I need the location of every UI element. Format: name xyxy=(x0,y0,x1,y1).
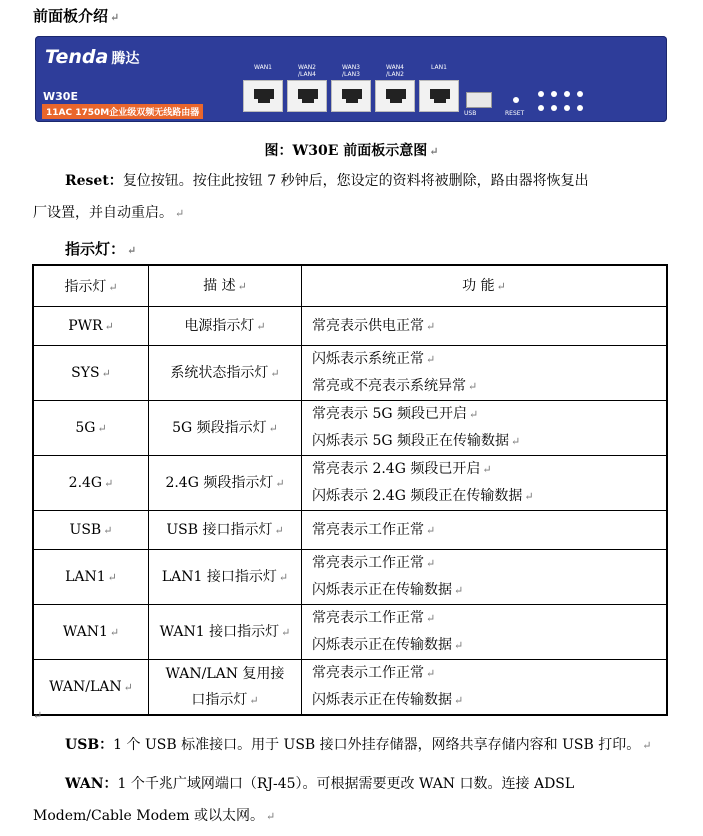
led-icon xyxy=(577,105,583,111)
paragraph-mark: ↵ xyxy=(33,709,43,722)
led-name: SYS ↵ xyxy=(33,346,149,401)
led-desc: WAN/LAN 复用接口指示灯 ↵ xyxy=(149,660,302,716)
table-row xyxy=(33,605,667,660)
port-label: WAN1 xyxy=(253,64,272,71)
reset-button-icon xyxy=(513,97,519,103)
front-panel-image xyxy=(35,36,667,122)
led-func: 常亮表示工作正常 ↵ 闪烁表示正在传输数据 ↵ xyxy=(302,660,668,716)
table-header-cell: 功 能 ↵ xyxy=(302,265,668,307)
led-name: 5G ↵ xyxy=(33,401,149,456)
led-icon xyxy=(538,105,544,111)
table-header-row xyxy=(33,265,667,307)
led-icon xyxy=(538,91,544,97)
led-icon xyxy=(551,105,557,111)
port-wan2-lan4 xyxy=(287,64,327,112)
reset-description: Reset：复位按钮。按住此按钮 7 秒钟后，您设定的资料将被删除，路由器将恢复出 厂设置，并自动重启。 ↵ xyxy=(33,173,589,221)
port-wan1 xyxy=(243,64,283,112)
led-func: 常亮表示工作正常 ↵ 闪烁表示正在传输数据 ↵ xyxy=(302,550,668,605)
led-name: WAN1 ↵ xyxy=(33,605,149,660)
port-wan3-lan3 xyxy=(331,64,371,112)
port-label: WAN4 /LAN2 xyxy=(385,64,404,78)
indicator-heading: 指示灯： ↵ xyxy=(65,240,137,258)
figure-caption: 图：W30E 前面板示意图 ↵ xyxy=(264,143,439,159)
led-desc: LAN1 接口指示灯 ↵ xyxy=(149,550,302,605)
led-desc: 系统状态指示灯 ↵ xyxy=(149,346,302,401)
wan-description: WAN：1 个千兆广域网端口（RJ-45）。可根据需要更改 WAN 口数。连接 ADSL Modem/Cable Modem 或以太网。 ↵ xyxy=(33,776,575,824)
port-label: WAN2 /LAN4 xyxy=(297,64,316,78)
table-header-cell: 指示灯 ↵ xyxy=(33,265,149,307)
led-desc: 2.4G 频段指示灯 ↵ xyxy=(149,456,302,511)
ethernet-port-icon xyxy=(243,80,283,112)
brand-logo: Tenda 腾达 xyxy=(45,46,140,68)
led-name: PWR ↵ xyxy=(33,307,149,346)
table-row xyxy=(33,511,667,550)
reset-port-label: RESET xyxy=(505,110,525,117)
usb-port-icon xyxy=(466,92,492,108)
led-desc: 5G 频段指示灯 ↵ xyxy=(149,401,302,456)
led-func: 常亮表示供电正常 ↵ xyxy=(302,307,668,346)
led-name: USB ↵ xyxy=(33,511,149,550)
table-row xyxy=(33,660,667,716)
led-desc: 电源指示灯 ↵ xyxy=(149,307,302,346)
led-icon xyxy=(551,91,557,97)
led-icon xyxy=(564,91,570,97)
model-label: W30E xyxy=(43,90,78,103)
table-row xyxy=(33,346,667,401)
led-func: 常亮表示工作正常 ↵ 闪烁表示正在传输数据 ↵ xyxy=(302,605,668,660)
led-func: 常亮表示 5G 频段已开启 ↵ 闪烁表示 5G 频段正在传输数据 ↵ xyxy=(302,401,668,456)
led-func: 闪烁表示系统正常 ↵ 常亮或不亮表示系统异常 ↵ xyxy=(302,346,668,401)
table-row xyxy=(33,401,667,456)
table-row xyxy=(33,550,667,605)
led-func: 常亮表示工作正常 ↵ xyxy=(302,511,668,550)
led-func: 常亮表示 2.4G 频段已开启 ↵ 闪烁表示 2.4G 频段正在传输数据 ↵ xyxy=(302,456,668,511)
ethernet-port-icon xyxy=(331,80,371,112)
page-title: 前面板介绍 ↵ xyxy=(33,7,120,25)
led-name: WAN/LAN ↵ xyxy=(33,660,149,716)
table-row xyxy=(33,456,667,511)
port-lan1 xyxy=(419,64,459,112)
usb-port-label: USB xyxy=(464,110,477,117)
led-icon xyxy=(577,91,583,97)
usb-description: USB：1 个 USB 标准接口。用于 USB 接口外挂存储器，网络共享存储内容和 USB 打印。 ↵ xyxy=(65,737,652,753)
port-label: LAN1 xyxy=(431,64,447,71)
led-desc: USB 接口指示灯 ↵ xyxy=(149,511,302,550)
port-label: WAN3 /LAN3 xyxy=(341,64,360,78)
led-icon xyxy=(564,105,570,111)
indicator-table xyxy=(32,264,668,716)
led-name: LAN1 ↵ xyxy=(33,550,149,605)
led-desc: WAN1 接口指示灯 ↵ xyxy=(149,605,302,660)
tagline-label: 11AC 1750M企业级双频无线路由器 xyxy=(42,104,203,119)
ethernet-port-icon xyxy=(375,80,415,112)
port-wan4-lan2 xyxy=(375,64,415,112)
ethernet-port-icon xyxy=(287,80,327,112)
table-row xyxy=(33,307,667,346)
table-header-cell: 描 述 ↵ xyxy=(149,265,302,307)
led-name: 2.4G ↵ xyxy=(33,456,149,511)
ethernet-port-icon xyxy=(419,80,459,112)
